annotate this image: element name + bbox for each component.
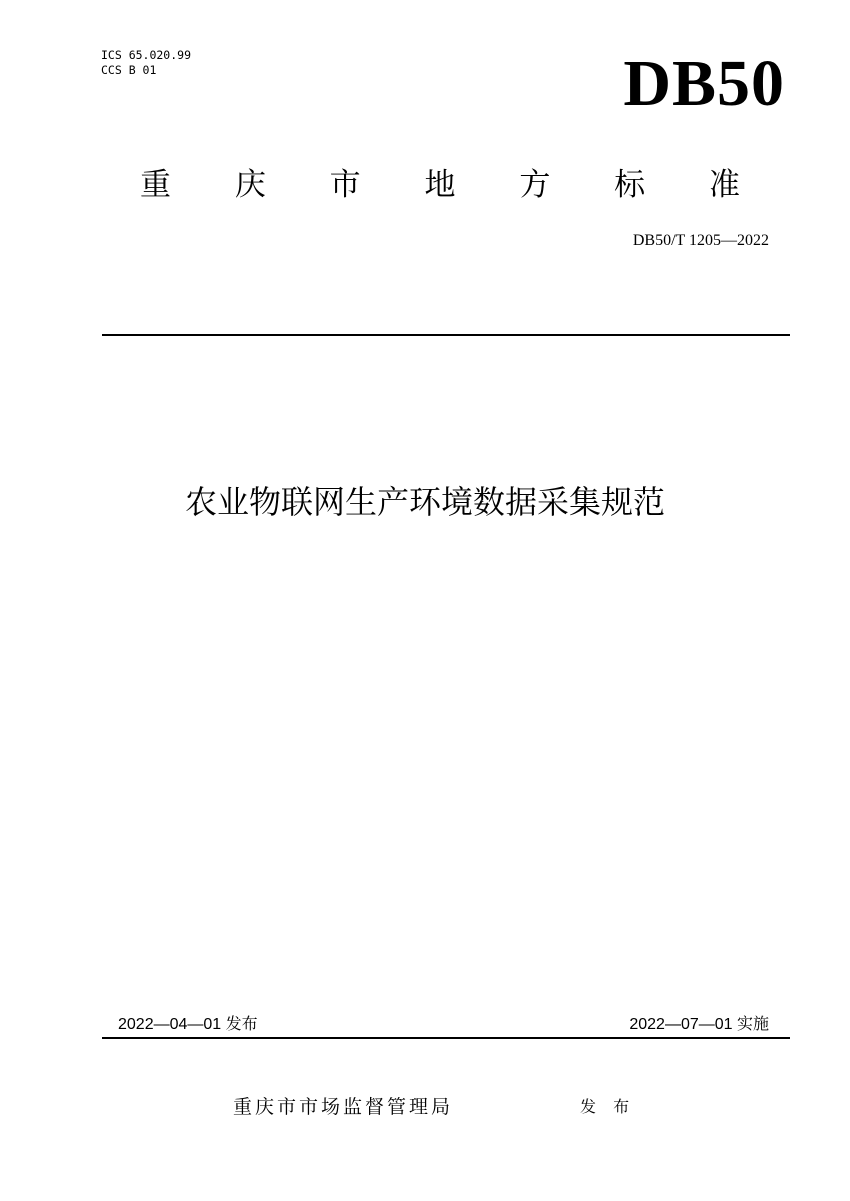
standard-type-char: 标 — [614, 167, 646, 203]
standard-type-char: 准 — [708, 167, 740, 203]
standard-logo: DB50 — [623, 47, 785, 120]
issue-date: 2022—04—01 发布 — [118, 1016, 258, 1033]
ccs-code: CCS B 01 — [101, 63, 157, 77]
standard-number: DB50/T 1205—2022 — [632, 232, 769, 249]
standard-type-char: 方 — [519, 167, 551, 203]
issuing-authority: 重庆市市场监督管理局 — [233, 1096, 454, 1118]
issued-label: 发 布 — [580, 1097, 636, 1116]
top-divider — [102, 334, 790, 336]
standard-type-char: 庆 — [234, 167, 266, 203]
ics-code: ICS 65.020.99 — [101, 48, 192, 62]
standard-type-char: 地 — [424, 167, 456, 203]
standard-type-char: 市 — [329, 167, 361, 203]
classification-codes — [101, 48, 191, 78]
implementation-date: 2022—07—01 实施 — [629, 1016, 769, 1033]
standard-type-heading — [140, 165, 740, 205]
standard-type-char: 重 — [140, 167, 171, 203]
document-title: 农业物联网生产环境数据采集规范 — [184, 483, 665, 521]
bottom-divider — [102, 1037, 790, 1039]
